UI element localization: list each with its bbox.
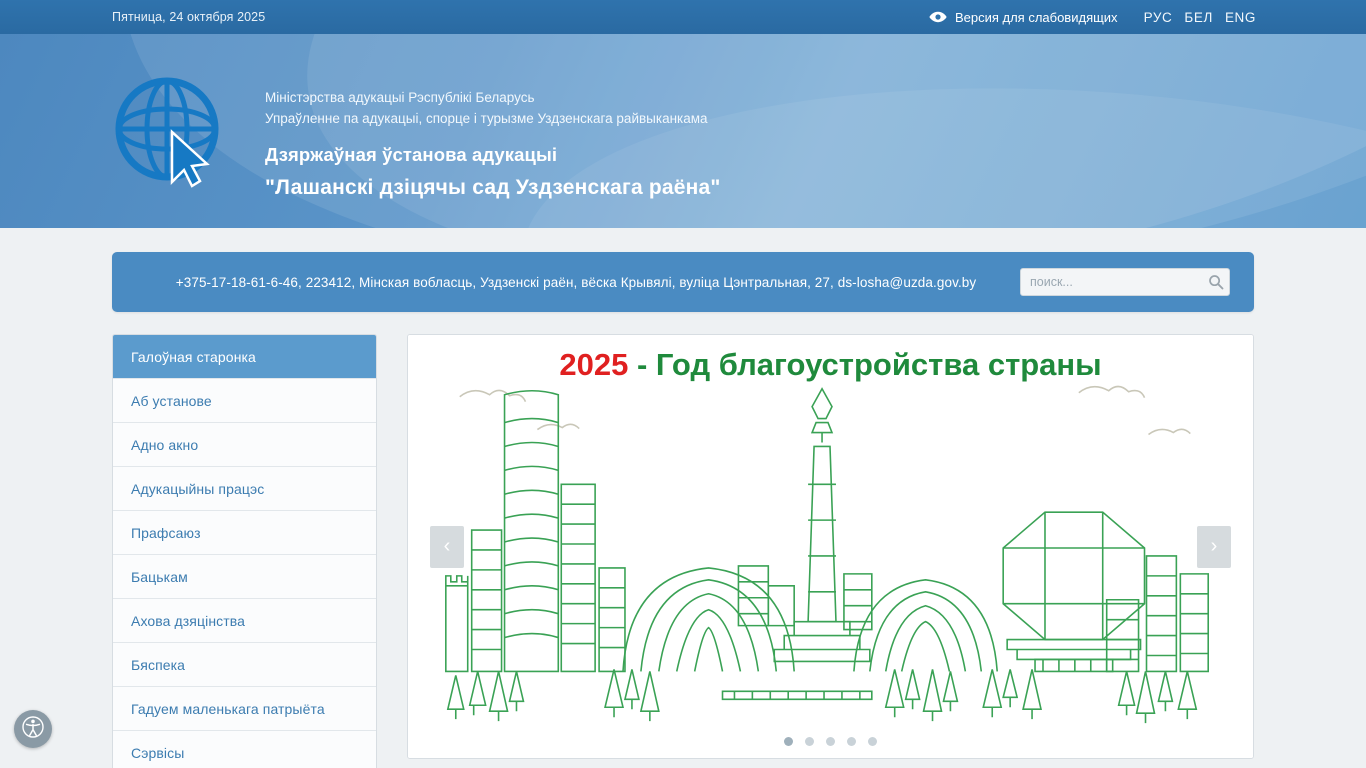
- contact-strip: [112, 252, 1254, 312]
- current-date: Пятница, 24 октября 2025: [112, 10, 266, 24]
- slide-text: Год благоустройства страны: [655, 347, 1102, 382]
- sidebar-item-label: Бацькам: [131, 568, 188, 585]
- globe-cursor-icon[interactable]: [112, 74, 230, 192]
- sidebar-item-education-process[interactable]: [113, 467, 376, 511]
- lang-en[interactable]: ENG: [1224, 9, 1256, 25]
- sidebar-item-parents[interactable]: [113, 555, 376, 599]
- top-bar: [0, 0, 1366, 34]
- accessibility-icon: [22, 716, 44, 743]
- sidebar-item-safety[interactable]: [113, 643, 376, 687]
- main-content: [0, 312, 1366, 768]
- sidebar-menu: [112, 334, 377, 768]
- ministry-name: Міністэрства адукацыі Рэспублікі Беларусь: [265, 90, 535, 105]
- slider-dot-3[interactable]: [826, 737, 835, 746]
- cityscape-illustration: [408, 335, 1253, 758]
- contact-info: +375-17-18-61-6-46, 223412, Мінская вобласць, Уздзенскі раён, вёска Крывялі, вуліца Цэнтральная, 27, ds-losha@uzda.gov.by: [175, 274, 977, 290]
- search-icon[interactable]: [1208, 274, 1224, 290]
- slider-dot-5[interactable]: [868, 737, 877, 746]
- lang-be[interactable]: БЕЛ: [1184, 9, 1213, 25]
- slider-dots: [408, 737, 1253, 746]
- slider-dot-4[interactable]: [847, 737, 856, 746]
- slide-dash: -: [628, 347, 656, 382]
- language-switcher: [1144, 10, 1256, 25]
- search-input[interactable]: [1020, 268, 1230, 296]
- sidebar-item-label: Ахова дзяцінства: [131, 612, 246, 629]
- sidebar-item-about[interactable]: [113, 379, 376, 423]
- sidebar-item-patriot[interactable]: [113, 687, 376, 731]
- slider-dot-2[interactable]: [805, 737, 814, 746]
- sidebar-item-label: Аб установе: [131, 392, 212, 409]
- sidebar-item-label: Гадуем маленькага патрыёта: [131, 700, 325, 717]
- chevron-right-icon: ›: [1210, 535, 1218, 557]
- header-titles: [265, 62, 721, 200]
- vision-version-link[interactable]: [929, 10, 1118, 25]
- vision-version-label: Версия для слабовидящих: [954, 9, 1118, 25]
- sidebar-item-child-protection[interactable]: [113, 599, 376, 643]
- institution-name: "Лашанскі дзіцячы сад Уздзенскага раёна": [265, 175, 721, 199]
- slider-dot-1[interactable]: [784, 737, 793, 746]
- sidebar-item-trade-union[interactable]: [113, 511, 376, 555]
- eye-icon: [929, 11, 947, 23]
- sidebar-item-label: Бяспека: [131, 656, 186, 673]
- top-bar-right: [929, 10, 1256, 25]
- accessibility-button[interactable]: [14, 710, 52, 748]
- sidebar-item-home[interactable]: [113, 335, 376, 379]
- lang-ru[interactable]: РУС: [1143, 9, 1173, 25]
- department-name: Упраўленне па адукацыі, спорце і турызме Уздзенскага райвыканкама: [265, 110, 708, 126]
- slider-prev-button[interactable]: [430, 526, 464, 568]
- sidebar-item-label: Галоўная старонка: [131, 348, 256, 365]
- sidebar-item-label: Адукацыйны працэс: [131, 480, 265, 497]
- search-box: [1020, 268, 1230, 296]
- institution-type: Дзяржаўная ўстанова адукацыі: [265, 143, 558, 165]
- sidebar-item-one-window[interactable]: [113, 423, 376, 467]
- sidebar-item-label: Адно акно: [131, 436, 199, 453]
- slider-next-button[interactable]: [1197, 526, 1231, 568]
- slide-year: 2025: [559, 347, 629, 382]
- sidebar-item-label: Прафсаюз: [131, 524, 201, 541]
- slide-image: [408, 335, 1253, 758]
- chevron-left-icon: ‹: [443, 535, 451, 557]
- site-header: [0, 34, 1366, 228]
- sidebar-item-services[interactable]: [113, 731, 376, 768]
- banner-slider: [407, 334, 1254, 759]
- contact-strip-wrapper: [0, 228, 1366, 312]
- sidebar-item-label: Сэрвісы: [131, 744, 185, 761]
